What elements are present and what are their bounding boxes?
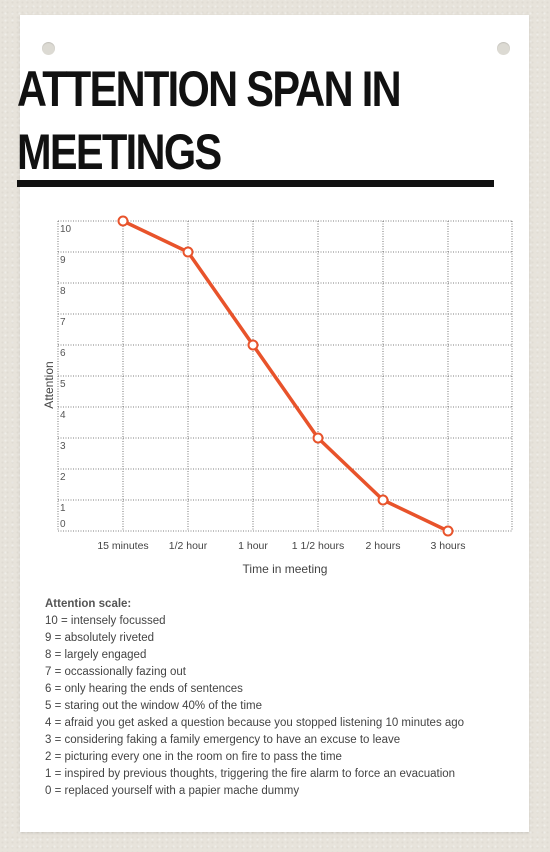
data-point (314, 434, 323, 443)
y-tick-label: 8 (60, 286, 66, 297)
y-tick-labels (60, 224, 72, 530)
x-tick-label: 3 hours (430, 540, 466, 552)
x-tick-label: 1/2 hour (168, 540, 208, 552)
legend-item: 3 = considering faking a family emergency to have an excuse to leave (45, 734, 401, 746)
y-tick-label: 6 (60, 348, 66, 359)
legend-item: 6 = only hearing the ends of sentences (45, 683, 243, 695)
y-tick-label: 4 (60, 410, 66, 421)
legend-item: 10 = intensely focussed (45, 615, 166, 627)
x-tick-label: 15 minutes (97, 540, 149, 552)
legend-item: 5 = staring out the window 40% of the time (45, 700, 263, 712)
legend-item: 4 = afraid you get asked a question because you stopped listening 10 minutes ago (45, 717, 465, 729)
legend-heading: Attention scale: (45, 598, 132, 610)
y-tick-label: 1 (60, 503, 66, 514)
y-tick-label: 2 (60, 472, 66, 483)
x-tick-label: 1 hour (238, 540, 268, 552)
data-point (184, 248, 193, 257)
data-point (444, 527, 453, 536)
x-axis-label: Time in meeting (242, 562, 328, 576)
legend-item: 1 = inspired by previous thoughts, triggering the fire alarm to force an evacuation (45, 768, 456, 780)
attention-scale-legend (45, 596, 505, 800)
data-point (119, 217, 128, 226)
data-point (249, 341, 258, 350)
y-tick-label: 0 (60, 519, 66, 530)
y-tick-label: 9 (60, 255, 66, 266)
chart-grid (58, 221, 512, 531)
legend-item: 2 = picturing every one in the room on fire to pass the time (45, 751, 342, 763)
x-tick-label: 2 hours (365, 540, 401, 552)
legend-item: 8 = largely engaged (45, 649, 147, 661)
data-point (379, 496, 388, 505)
y-tick-label: 5 (60, 379, 66, 390)
legend-item: 7 = occassionally fazing out (45, 666, 186, 678)
x-tick-labels (97, 540, 465, 552)
y-tick-label: 7 (60, 317, 66, 328)
legend-item: 0 = replaced yourself with a papier mache dummy (45, 785, 300, 797)
legend-item: 9 = absolutely riveted (45, 632, 154, 644)
x-tick-label: 1 1/2 hours (291, 540, 345, 552)
poster-title: ATTENTION SPAN IN MEETINGS (17, 61, 400, 180)
y-tick-label: 3 (60, 441, 66, 452)
y-tick-label: 10 (60, 224, 72, 235)
y-axis-label: Attention (42, 361, 56, 409)
